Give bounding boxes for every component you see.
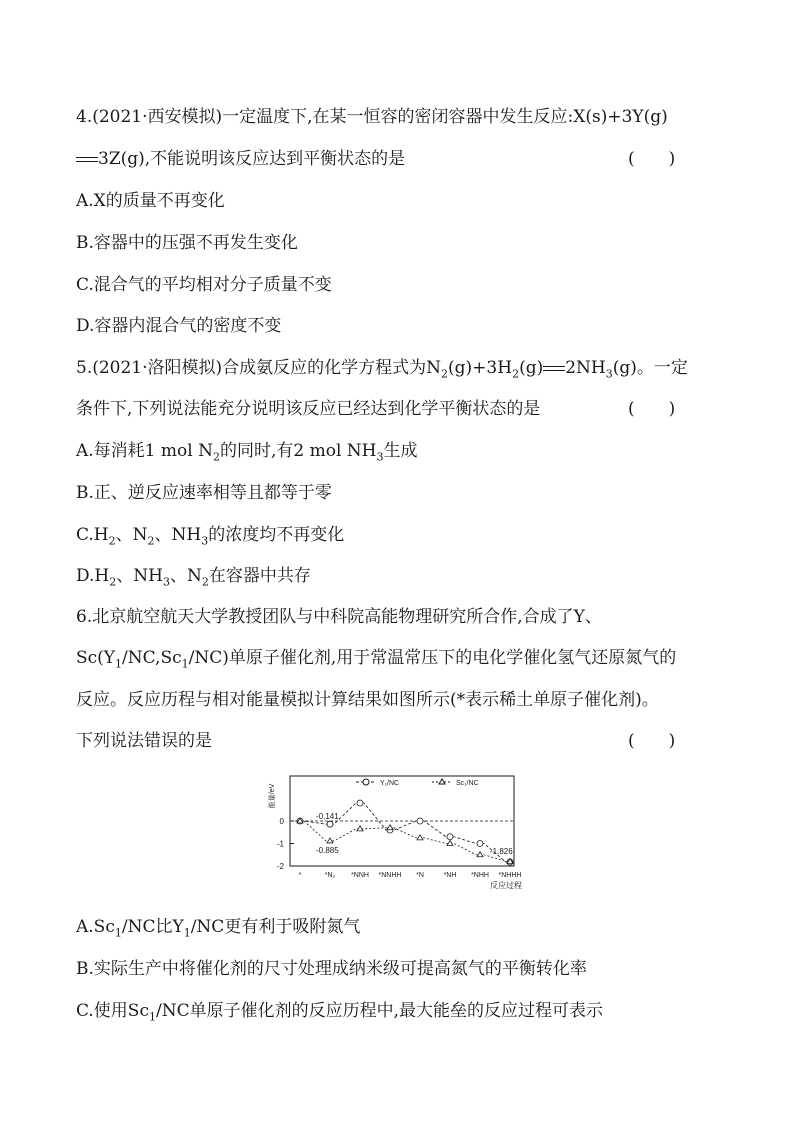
x-tick-label: *NNH [351, 872, 369, 879]
data-point-triangle [477, 852, 483, 857]
q4-option-b: B.容器中的压强不再发生变化 [76, 233, 298, 253]
data-point-circle [417, 818, 423, 824]
equilibrium-arrow-icon [543, 364, 565, 374]
q4-option-a: A.X的质量不再变化 [76, 191, 225, 211]
q5-option-c: $C.H_2$、$N_2$、$NH_3$的浓度均不再变化 [76, 525, 345, 548]
x-axis-label: 反应过程 [490, 881, 522, 890]
q6-stem-line4: 下列说法错误的是 [76, 731, 212, 751]
x-tick-label: *N₂ [324, 872, 336, 879]
q6-option-a: $A.Sc_1/NC$比$Y_1/NC$更有利于吸附氮气 [76, 917, 361, 940]
q4-option-c: C.混合气的平均相对分子质量不变 [76, 275, 332, 295]
q4-option-d: D.容器内混合气的密度不变 [76, 316, 282, 336]
q6-stem-line1: 6.北京航空航天大学教授团队与中科院高能物理研究所合作,合成了Y、 [76, 607, 602, 627]
x-tick-label: *NHHH [498, 872, 522, 879]
x-tick-label: *NNHH [378, 872, 402, 879]
data-point-triangle [447, 841, 453, 846]
annotation-final: -1.826 [490, 847, 513, 857]
data-point-triangle [387, 825, 393, 830]
equilibrium-arrow-icon [76, 155, 98, 165]
data-point-circle [327, 821, 333, 827]
y-tick-label: -1 [276, 839, 284, 849]
q5-option-a: A.每消耗1 mol $N_2$的同时,有2 mol $NH_3$生成 [76, 441, 418, 464]
annotation-y1-n2: -0.141 [316, 812, 339, 822]
data-point-circle [477, 841, 483, 847]
q5-stem-line2: 条件下,下列说法能充分说明该反应已经达到化学平衡状态的是 [76, 399, 541, 419]
data-point-triangle [357, 826, 363, 831]
data-point-circle [447, 834, 453, 840]
q6-stem-line3: 反应。反应历程与相对能量模拟计算结果如图所示(*表示稀土单原子催化剂)。 [76, 690, 659, 710]
q4-stem-line2: 3Z(g),不能说明该反应达到平衡状态的是 [76, 148, 405, 170]
annotation-sc1-n2: -0.885 [316, 845, 339, 855]
q5-option-b: B.正、逆反应速率相等且都等于零 [76, 483, 332, 503]
q6-option-c: C.使用$Sc_1/NC$单原子催化剂的反应历程中,最大能垒的反应过程可表示 [76, 1001, 603, 1024]
q4-answer-blank: ( ) [628, 149, 676, 169]
x-tick-label: *NHH [471, 872, 489, 879]
x-tick-label: * [298, 872, 302, 879]
q5-answer-blank: ( ) [628, 399, 676, 419]
legend-label-sc1: Sc₁/NC [456, 780, 479, 787]
q4-stem-line1: 4.(2021·西安模拟)一定温度下,在某一恒容的密闭容器中发生反应:X(s)+3Y(g) [76, 107, 668, 127]
x-tick-label: *NH [443, 872, 457, 879]
q6-stem-line2: $Sc(Y_1/NC,Sc_1/NC)$单原子催化剂,用于常温常压下的电化学催化氢气还原氮气的 [76, 648, 677, 671]
data-point-circle [357, 800, 363, 806]
q5-stem-line1: 5.(2021·洛阳模拟)合成氨反应的化学方程式为$N_2(g)+3H_2(g)$ $2NH_3(g)$。一定 [76, 358, 688, 381]
data-point-triangle [327, 838, 333, 843]
energy-profile-chart [264, 766, 532, 898]
legend-marker-y1 [363, 779, 369, 785]
y-tick-label: 0 [279, 817, 284, 826]
q6-answer-blank: ( ) [628, 731, 676, 751]
q5-option-d: $D.H_2$、$NH_3$、$N_2$在容器中共存 [76, 566, 311, 589]
q6-option-b: B.实际生产中将催化剂的尺寸处理成纳米级可提高氮气的平衡转化率 [76, 959, 587, 979]
data-point-triangle [417, 835, 423, 840]
y-tick-label: -2 [276, 862, 284, 871]
x-tick-label: *N [416, 872, 424, 879]
legend-label-y1: Y₁/NC [380, 780, 400, 787]
y-axis-label: 能量/eV [269, 783, 276, 809]
